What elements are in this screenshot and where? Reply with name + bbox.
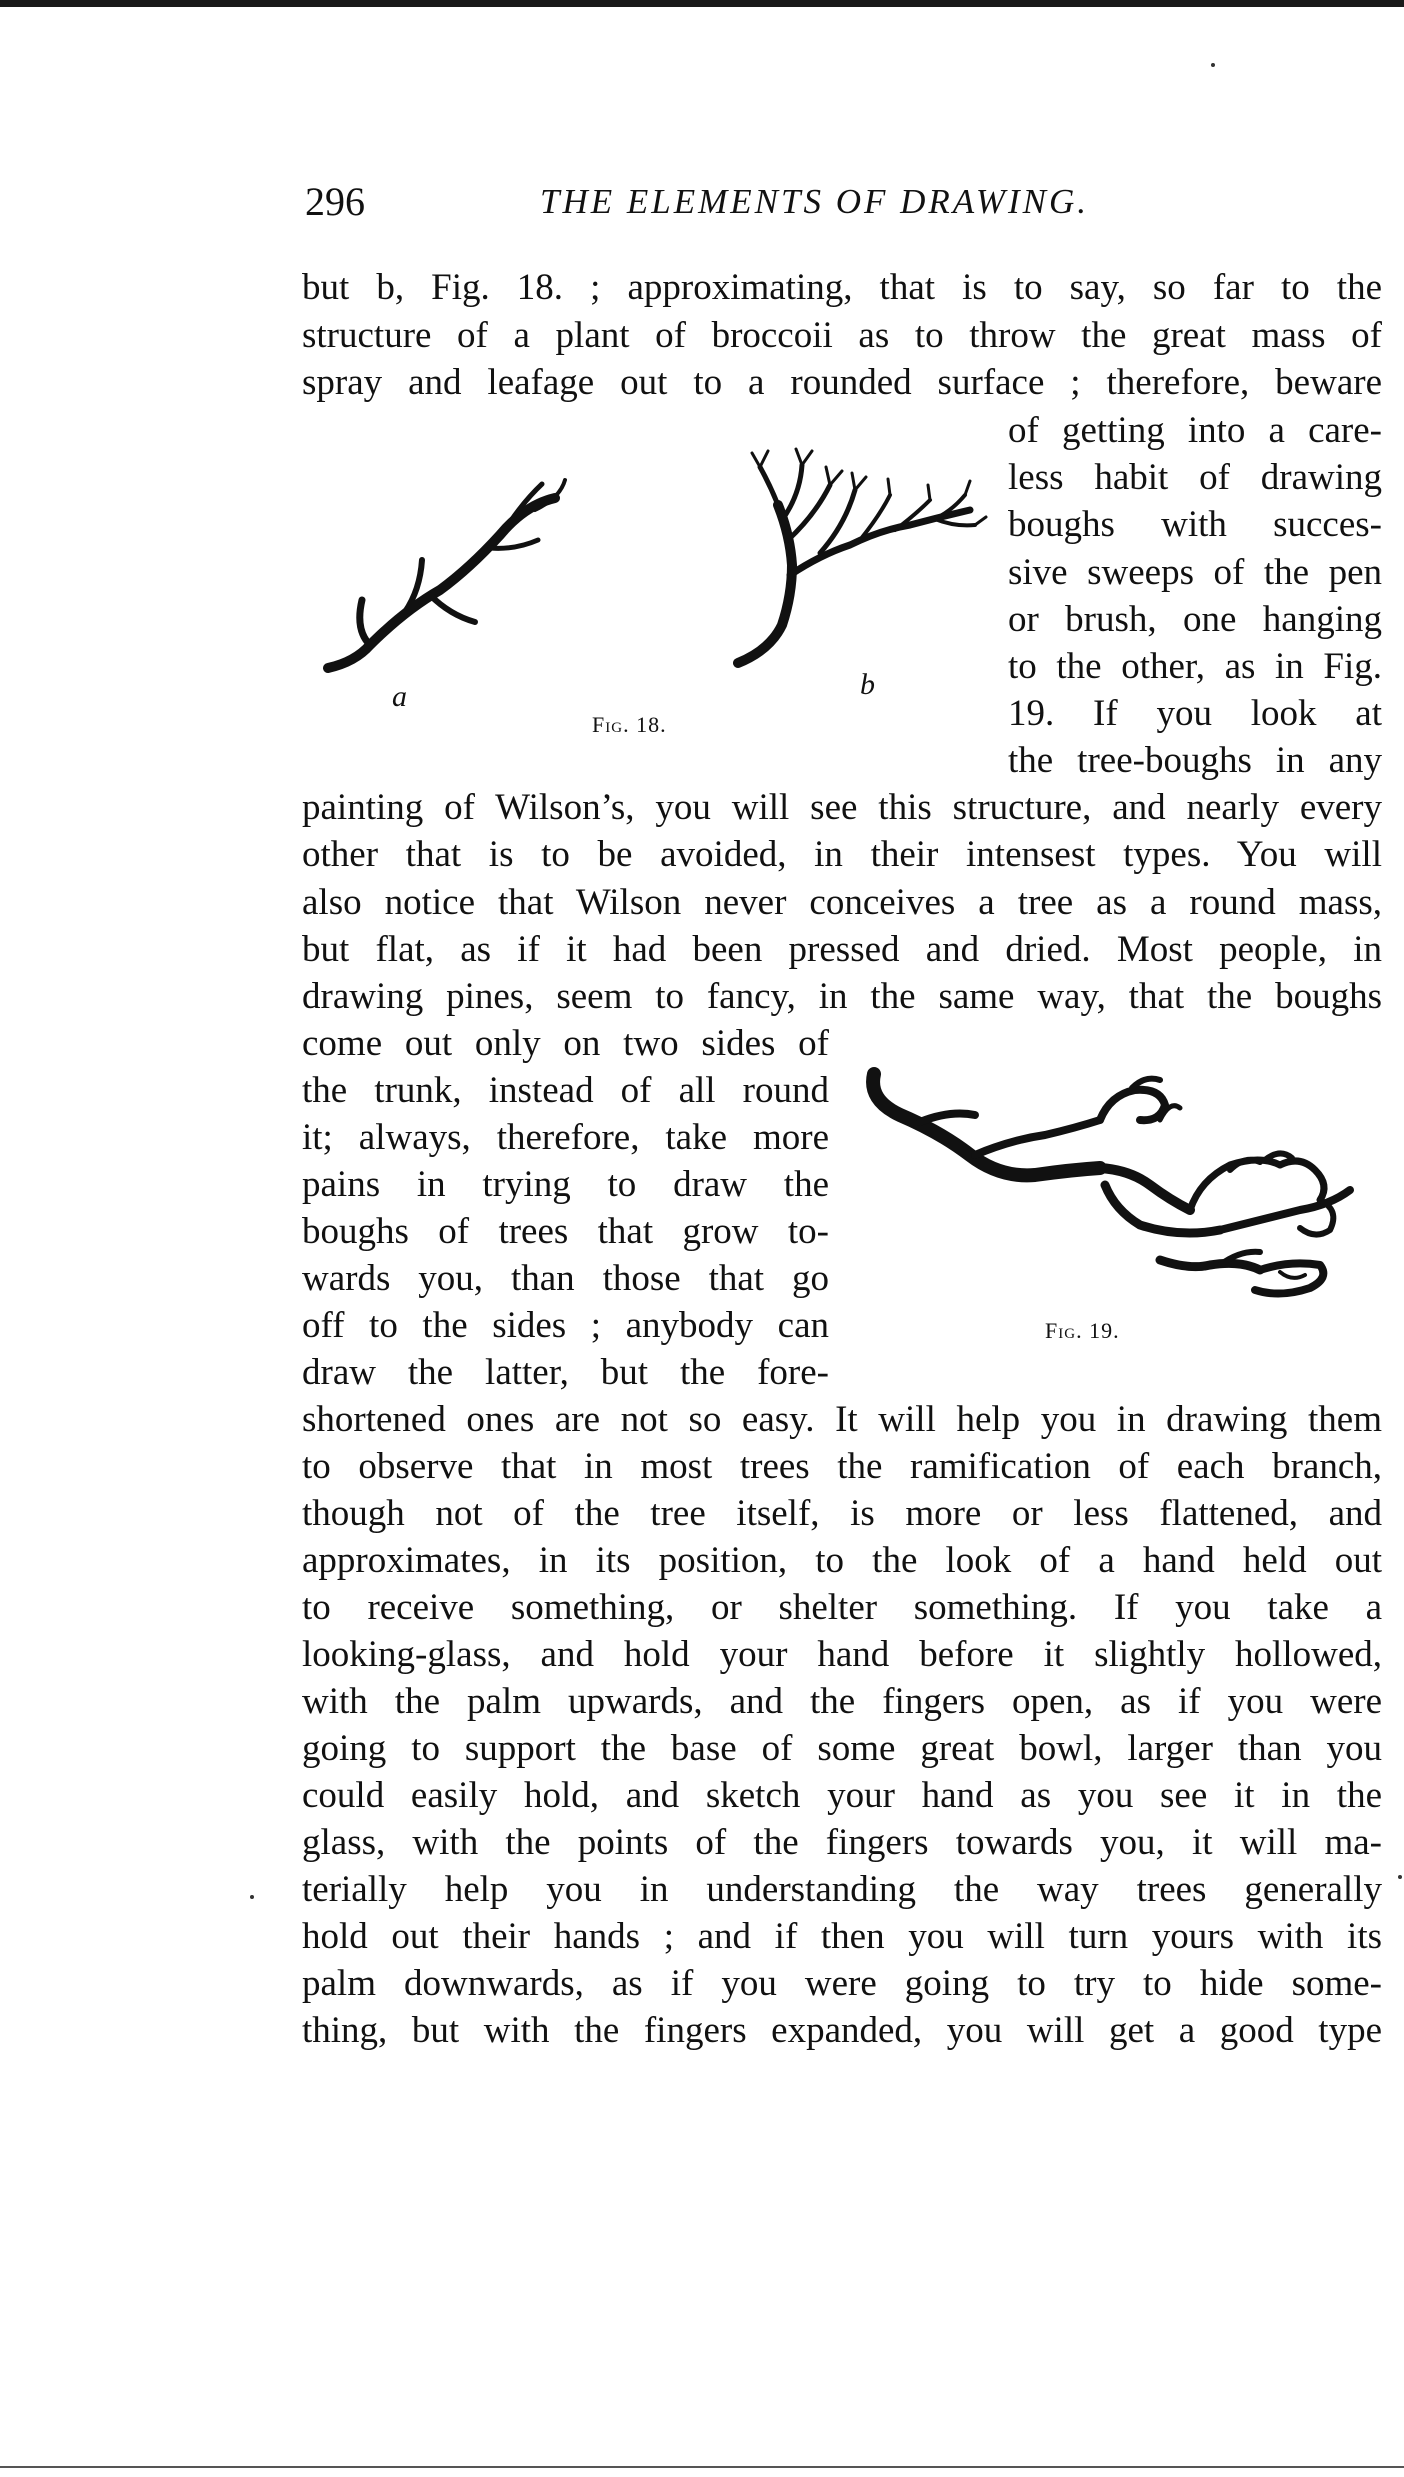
text-line: draw the latter, but the fore- (302, 1352, 829, 1393)
text-line: to the other, as in Fig. (1008, 646, 1382, 687)
text-line: it; always, therefore, take more (302, 1117, 829, 1158)
text-line: or brush, one hanging (1008, 599, 1382, 640)
text-line: but b, Fig. 18. ; approximating, that is to say, so far to the (302, 267, 1382, 308)
scan-speck (250, 1895, 254, 1899)
text-line: the tree-boughs in any (1008, 740, 1382, 781)
running-title: THE ELEMENTS OF DRAWING. (540, 182, 1090, 221)
text-line: to observe that in most trees the ramification of each branch, (302, 1446, 1382, 1487)
text-line: spray and leafage out to a rounded surface ; therefore, beware (302, 362, 1382, 403)
figure-18a-bare-bough (310, 440, 610, 680)
text-line: sive sweeps of the pen (1008, 552, 1382, 593)
text-line: drawing pines, seem to fancy, in the same way, that the boughs (302, 976, 1382, 1017)
text-line: the trunk, instead of all round (302, 1070, 829, 1111)
text-line: could easily hold, and sketch your hand as you see it in the (302, 1775, 1382, 1816)
text-line: but flat, as if it had been pressed and dried. Most people, in (302, 929, 1382, 970)
figure-19-caption: Fig. 19. (1045, 1318, 1120, 1343)
figure-label-a: a (392, 680, 407, 713)
text-line: though not of the tree itself, is more or less flattened, and (302, 1493, 1382, 1534)
text-line: thing, but with the fingers expanded, you will get a good type (302, 2010, 1382, 2051)
text-line: off to the sides ; anybody can (302, 1305, 829, 1346)
text-line: structure of a plant of broccoii as to throw the great mass of (302, 315, 1382, 356)
text-line: to receive something, or shelter something. If you take a (302, 1587, 1382, 1628)
figure-19-swept-boughs (860, 1060, 1380, 1320)
figure-18-caption: Fig. 18. (592, 712, 667, 737)
scan-speck (1398, 1875, 1402, 1879)
text-line: 19. If you look at (1008, 693, 1382, 734)
figure-18b-leafy-bough (730, 445, 990, 675)
text-line: palm downwards, as if you were going to try to hide some- (302, 1963, 1382, 2004)
text-line: looking-glass, and hold your hand before it slightly hollowed, (302, 1634, 1382, 1675)
text-line: boughs with succes- (1008, 504, 1382, 545)
text-line: other that is to be avoided, in their intensest types. You will (302, 834, 1382, 875)
text-line: shortened ones are not so easy. It will help you in drawing them (302, 1399, 1382, 1440)
scan-top-edge (0, 0, 1404, 7)
text-line: of getting into a care- (1008, 410, 1382, 451)
text-line: terially help you in understanding the way trees generally (302, 1869, 1382, 1910)
text-line: less habit of drawing (1008, 457, 1382, 498)
page-number: 296 (305, 179, 365, 224)
text-line: wards you, than those that go (302, 1258, 829, 1299)
text-line: with the palm upwards, and the fingers open, as if you were (302, 1681, 1382, 1722)
text-line: painting of Wilson’s, you will see this structure, and nearly every (302, 787, 1382, 828)
scan-bottom-edge (0, 2466, 1404, 2468)
text-line: approximates, in its position, to the look of a hand held out (302, 1540, 1382, 1581)
page-header (305, 178, 1385, 228)
text-line: boughs of trees that grow to- (302, 1211, 829, 1252)
text-line: come out only on two sides of (302, 1023, 829, 1064)
figure-label-b: b (860, 668, 875, 701)
text-line: glass, with the points of the fingers towards you, it will ma- (302, 1822, 1382, 1863)
text-line: going to support the base of some great bowl, larger than you (302, 1728, 1382, 1769)
text-line: pains in trying to draw the (302, 1164, 829, 1205)
scan-speck (1211, 63, 1215, 67)
text-line: also notice that Wilson never conceives a tree as a round mass, (302, 882, 1382, 923)
text-line: hold out their hands ; and if then you will turn yours with its (302, 1916, 1382, 1957)
